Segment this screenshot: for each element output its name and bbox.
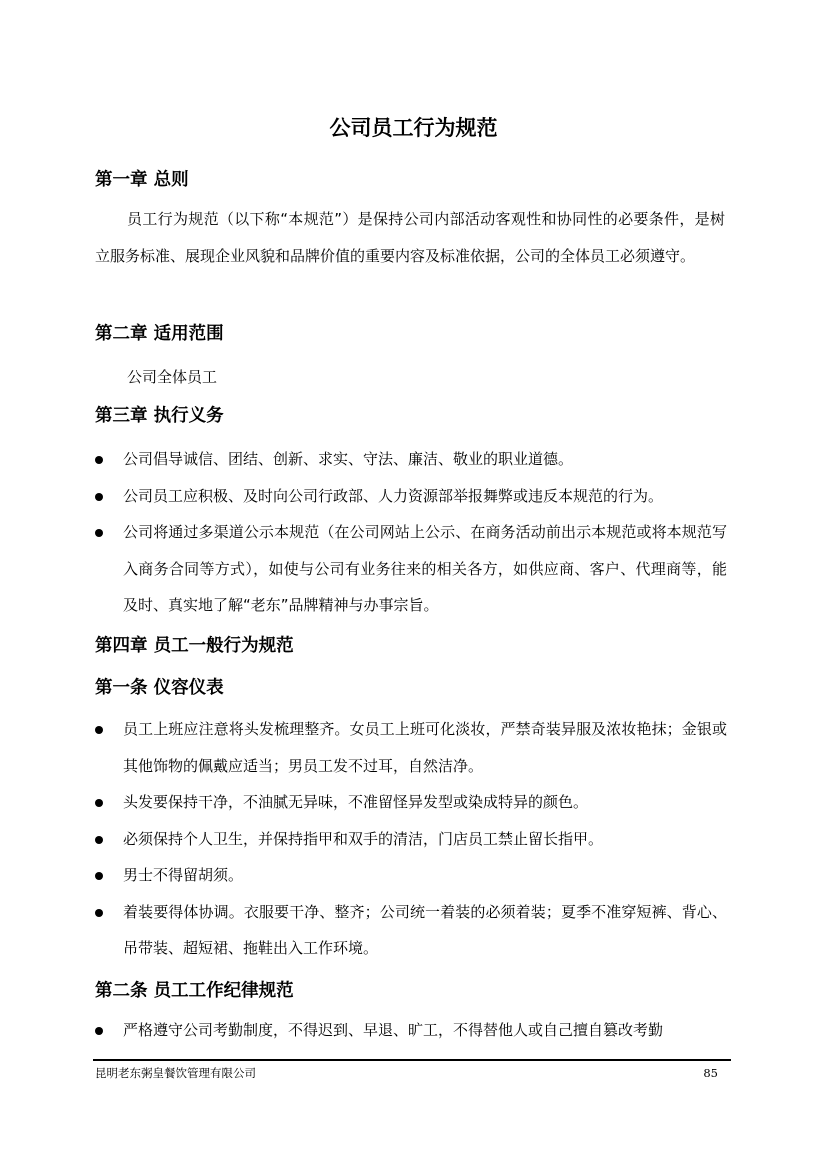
article-2-heading: 第二条 员工工作纪律规范 [95, 981, 294, 1001]
document-title: 公司员工行为规范 [329, 116, 498, 140]
list-item [95, 441, 727, 478]
bullet-icon [95, 909, 103, 917]
list-item [95, 478, 727, 515]
list-item-text: 公司员工应积极、及时向公司行政部、人力资源部举报舞弊或违反本规范的行为。 [123, 486, 664, 505]
list-item [95, 821, 727, 858]
chapter-4-heading: 第四章 员工一般行为规范 [95, 636, 294, 656]
list-item-text: 着装要得体协调。衣服要干净、整齐；公司统一着装的必须着装；夏季不准穿短裤、背心、吊带装、超短裙、拖鞋出入工作环境。 [123, 902, 727, 957]
article-1-heading: 第一条 仪容仪表 [95, 678, 224, 698]
bullet-icon [95, 529, 103, 537]
list-item [95, 1012, 727, 1049]
chapter-2-paragraph: 公司全体员工 [127, 368, 218, 386]
list-item [95, 857, 727, 894]
bullet-icon [95, 456, 103, 464]
bullet-icon [95, 1027, 103, 1035]
bullet-icon [95, 872, 103, 880]
footer-divider [93, 1059, 731, 1061]
list-item-text: 头发要保持干净，不油腻无异味，不准留怪异发型或染成特异的颜色。 [123, 793, 589, 811]
list-item [95, 514, 727, 624]
chapter-1-paragraph: 员工行为规范（以下称“本规范”）是保持公司内部活动客观性和协同性的必要条件，是树立服务标准、展现企业风貌和品牌价值的重要内容及标准依据，公司的全体员工必须遵守。 [95, 210, 725, 265]
footer-company-name: 昆明老东粥皇餐饮管理有限公司 [95, 1066, 256, 1080]
list-item-text: 严格遵守公司考勤制度，不得迟到、早退、旷工，不得替他人或自己擅自篡改考勤 [123, 1021, 664, 1039]
list-item [95, 894, 727, 967]
bullet-icon [95, 493, 103, 501]
chapter-3-list [95, 441, 727, 624]
list-item-text: 必须保持个人卫生，并保持指甲和双手的清洁，门店员工禁止留长指甲。 [123, 829, 604, 848]
bullet-icon [95, 799, 103, 807]
chapter-1-heading: 第一章 总则 [95, 170, 189, 190]
bullet-icon [95, 726, 103, 734]
list-item-text: 员工上班应注意将头发梳理整齐。女员工上班可化淡妆，严禁奇装异服及浓妆艳抹；金银或其他饰物的佩戴应适当；男员工发不过耳，自然洁净。 [123, 720, 727, 775]
footer-page-number: 85 [703, 1066, 718, 1080]
list-item-text: 公司倡导诚信、团结、创新、求实、守法、廉洁、敬业的职业道德。 [123, 450, 574, 468]
bullet-icon [95, 836, 103, 844]
chapter-2-heading: 第二章 适用范围 [95, 324, 224, 344]
list-item [95, 784, 727, 821]
list-item [95, 711, 727, 784]
article-2-list [95, 1012, 727, 1049]
chapter-3-heading: 第三章 执行义务 [95, 406, 224, 426]
list-item-text: 公司将通过多渠道公示本规范（在公司网站上公示、在商务活动前出示本规范或将本规范写入商务合同等方式），如使与公司有业务往来的相关各方，如供应商、客户、代理商等，能及时、真实地了解“老东”品牌精神与办事宗旨。 [123, 523, 727, 614]
list-item-text: 男士不得留胡须。 [123, 866, 244, 884]
article-1-list [95, 711, 727, 967]
